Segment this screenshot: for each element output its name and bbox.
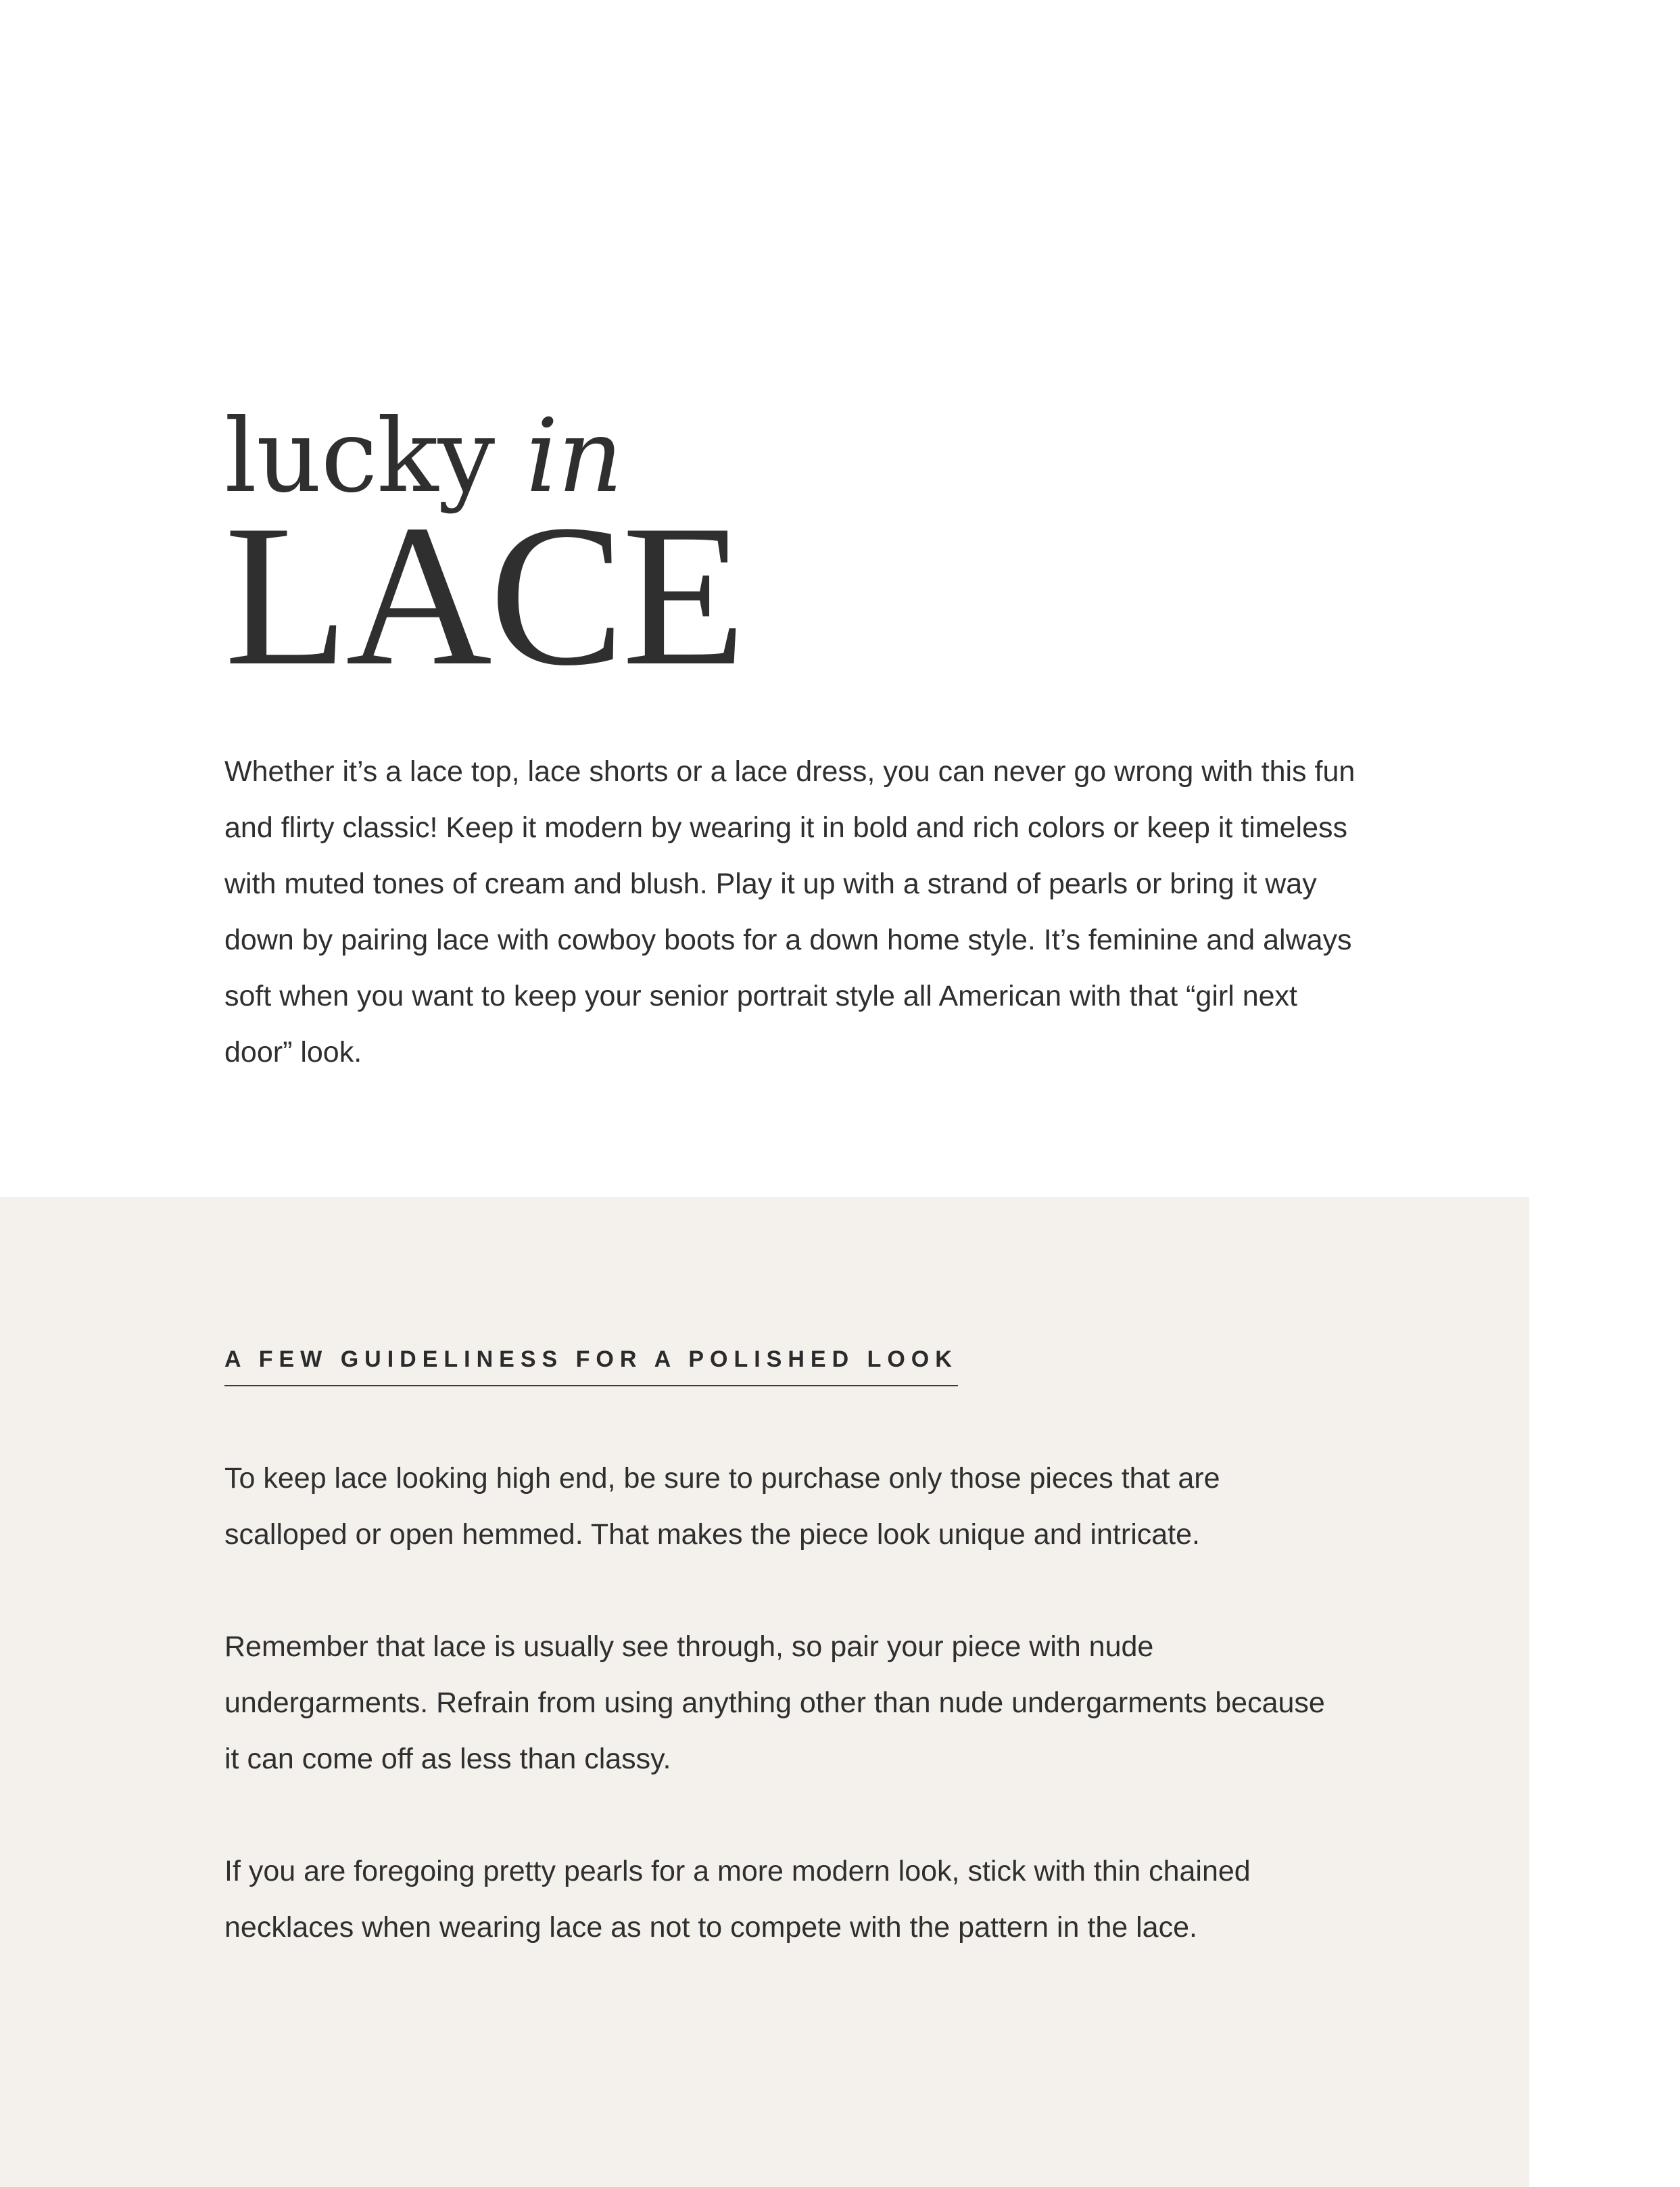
title-word-lucky: lucky: [224, 398, 495, 515]
intro-paragraph: Whether it’s a lace top, lace shorts or a lace dress, you can never go wrong with this fun and flirty classic! Keep it modern by wearing it in bold and rich colors or keep it timeless with muted tones of cream and blush. Play it up with a strand of pearls or bring it way down by pairing lace with cowboy boots for a down home style. It’s feminine and always soft when you want to keep your senior portrait style all American with that “girl next door” look.: [224, 755, 1355, 1068]
title-word-lace: LACE: [224, 483, 744, 707]
guideline-tip: To keep lace looking high end, be sure to purchase only those pieces that are scalloped or open hemmed. That makes the piece look unique and intricate.: [224, 1462, 1220, 1551]
guidelines-list: [224, 1451, 1347, 2012]
page-title: [224, 398, 744, 707]
guideline-tip: If you are foregoing pretty pearls for a more modern look, stick with thin chained necklaces when wearing lace as not to compete with the pattern in the lace.: [224, 1855, 1251, 1944]
title-word-in: in: [525, 398, 623, 515]
guidelines-heading: A FEW GUIDELINESS FOR A POLISHED LOOK: [224, 1346, 958, 1386]
guideline-tip: Remember that lace is usually see through, so pair your piece with nude undergarments. Refrain from using anything other than nude undergarments because it can come off as less than classy.: [224, 1630, 1325, 1775]
